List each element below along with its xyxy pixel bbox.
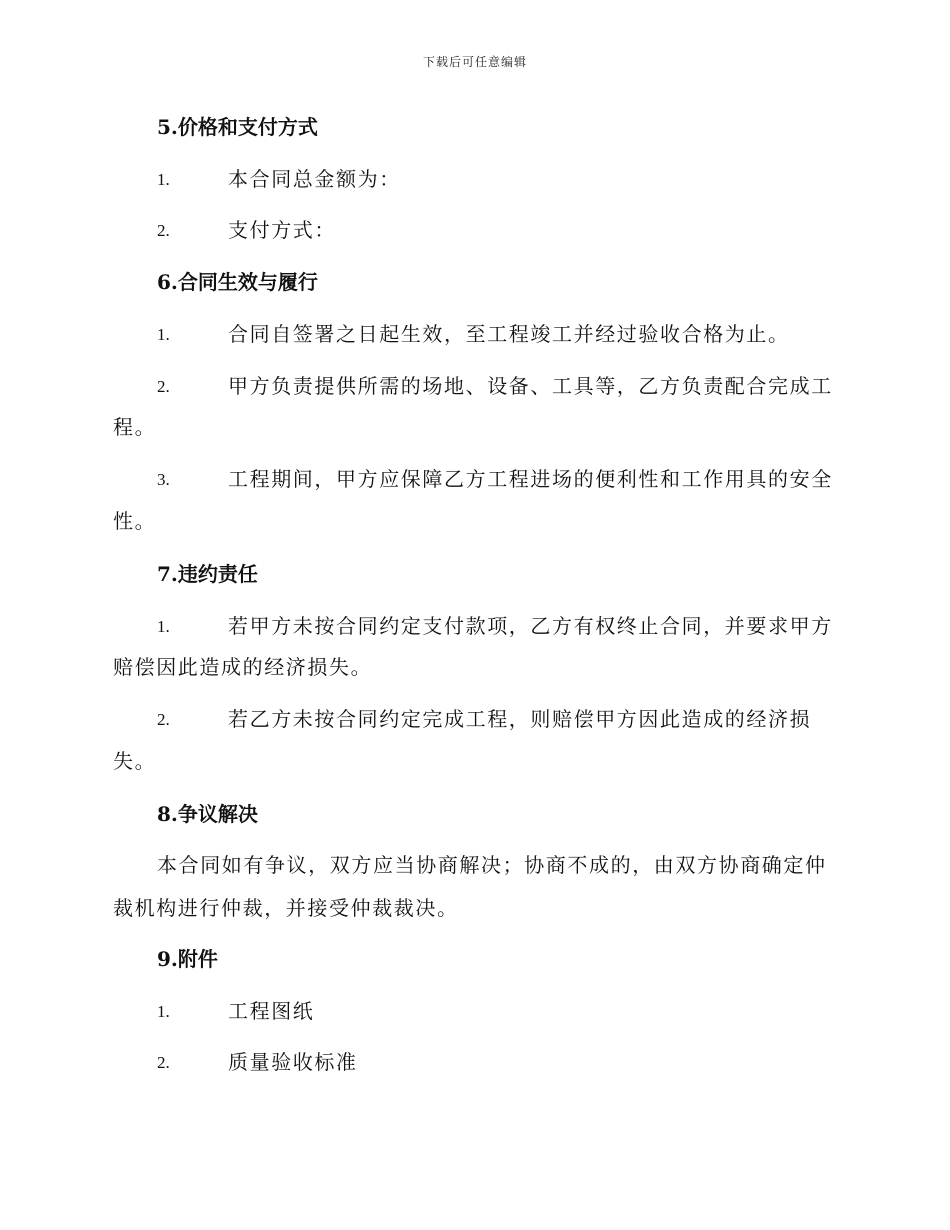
- page-header: 下载后可任意编辑: [422, 55, 527, 69]
- item-text-drawings: 工程图纸: [228, 999, 315, 1023]
- item-number: 2.: [157, 221, 170, 240]
- item-text-continuation: 失。: [113, 749, 157, 773]
- item-number: 1.: [157, 170, 170, 189]
- item-number: 1.: [157, 1002, 170, 1021]
- item-text-site-access: 工程期间，甲方应保障乙方工程进场的便利性和工作用具的安全: [228, 467, 833, 491]
- item-text-total-amount: 本合同总金额为：: [228, 167, 401, 191]
- item-text-party-a-provides: 甲方负责提供所需的场地、设备、工具等，乙方负责配合完成工: [228, 374, 833, 398]
- item-text-continuation: 性。: [113, 509, 157, 533]
- item-text-party-b-breach: 若乙方未按合同约定完成工程，则赔偿甲方因此造成的经济损: [228, 707, 812, 731]
- item-text-continuation: 赔偿因此造成的经济损失。: [113, 655, 373, 679]
- item-text-continuation: 程。: [113, 415, 157, 439]
- item-text-party-a-breach: 若甲方未按合同约定支付款项，乙方有权终止合同，并要求甲方: [228, 614, 833, 638]
- section-heading-dispute: 8.争议解决: [157, 802, 258, 826]
- item-number: 2.: [157, 710, 170, 729]
- section-heading-price: 5.价格和支付方式: [157, 115, 318, 139]
- item-text-payment-method: 支付方式：: [228, 218, 336, 242]
- section-heading-breach: 7.违约责任: [157, 562, 258, 586]
- item-number: 1.: [157, 617, 170, 636]
- section-heading-effect: 6.合同生效与履行: [157, 270, 318, 294]
- dispute-paragraph-line-1: 本合同如有争议，双方应当协商解决；协商不成的，由双方协商确定仲: [157, 853, 827, 877]
- item-number: 1.: [157, 325, 170, 344]
- item-text-effective: 合同自签署之日起生效，至工程竣工并经过验收合格为止。: [228, 322, 790, 346]
- dispute-paragraph-line-2: 裁机构进行仲裁，并接受仲裁裁决。: [113, 896, 459, 920]
- item-number: 3.: [157, 470, 170, 489]
- item-number: 2.: [157, 377, 170, 396]
- item-text-acceptance-standard: 质量验收标准: [228, 1050, 358, 1074]
- section-heading-attachments: 9.附件: [157, 947, 218, 971]
- item-number: 2.: [157, 1053, 170, 1072]
